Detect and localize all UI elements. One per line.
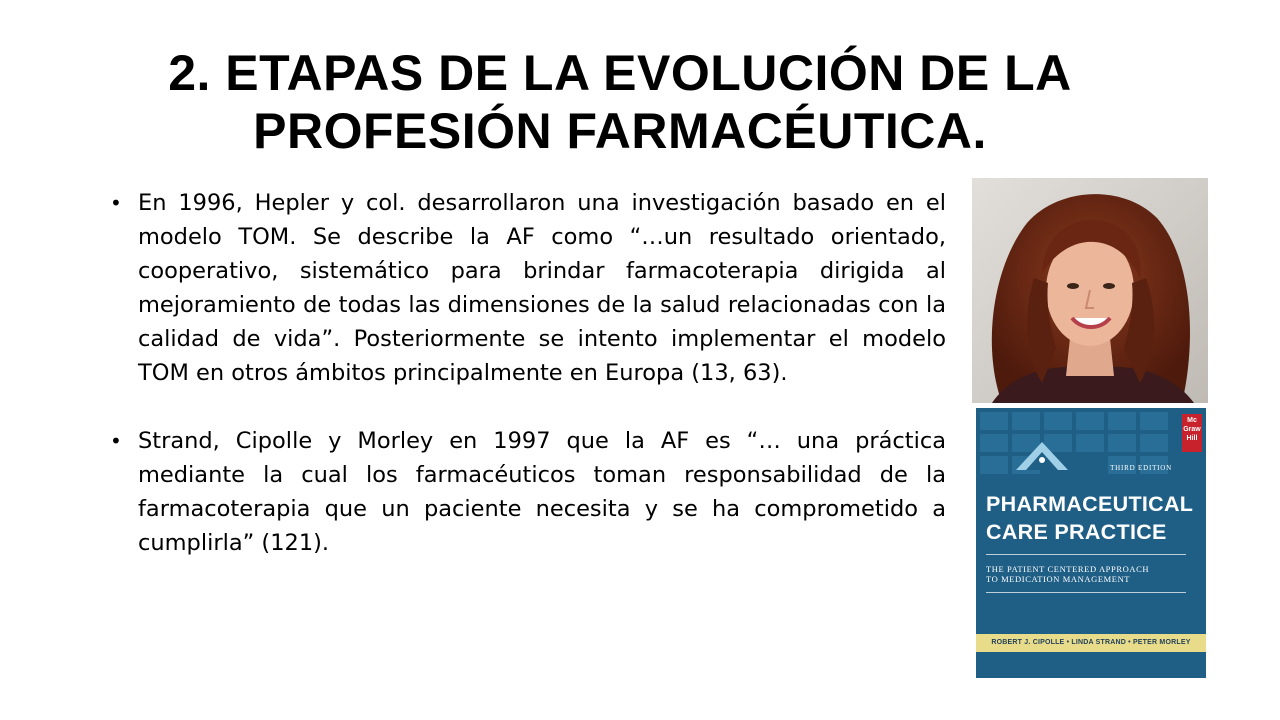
book-title-line-1: PHARMACEUTICAL bbox=[986, 492, 1194, 516]
book-subtitle bbox=[986, 564, 1196, 584]
bullet-dot-icon: • bbox=[110, 429, 122, 453]
publisher-logo bbox=[1182, 414, 1202, 452]
portrait-illustration bbox=[972, 178, 1208, 403]
cover-divider-bottom bbox=[986, 592, 1186, 593]
book-title-line-2: CARE PRACTICE bbox=[986, 520, 1167, 544]
bullet-dot-icon: • bbox=[110, 191, 122, 215]
bullet-item-2 bbox=[110, 424, 946, 560]
book-subtitle-line-2: TO MEDICATION MANAGEMENT bbox=[986, 574, 1131, 584]
book-edition: THIRD EDITION bbox=[1110, 464, 1172, 472]
book-cover bbox=[976, 408, 1206, 678]
bullet-text-2: Strand, Cipolle y Morley en 1997 que la AF es “… una práctica mediante la cual los farmacéuticos toman responsabilidad de la farmacoterapia que un paciente necesita y se ha comprometido a cumplirla” (121). bbox=[138, 428, 946, 556]
book-title bbox=[986, 490, 1201, 546]
title-line-1: 2. ETAPAS DE LA EVOLUCIÓN DE LA bbox=[168, 45, 1072, 101]
book-authors: ROBERT J. CIPOLLE • LINDA STRAND • PETER MORLEY bbox=[976, 634, 1206, 652]
bullet-item-1 bbox=[110, 186, 946, 390]
slide-title bbox=[0, 44, 1240, 160]
cover-divider-top bbox=[986, 554, 1186, 555]
title-line-2: PROFESIÓN FARMACÉUTICA. bbox=[253, 103, 987, 159]
publisher-logo-line-1: Mc bbox=[1187, 417, 1197, 424]
publisher-logo-line-2: Graw bbox=[1183, 426, 1201, 433]
book-subtitle-line-1: THE PATIENT CENTERED APPROACH bbox=[986, 564, 1150, 574]
publisher-logo-line-3: Hill bbox=[1186, 435, 1198, 442]
portrait-photo bbox=[972, 178, 1208, 403]
bullet-text-1: En 1996, Hepler y col. desarrollaron una investigación basado en el modelo TOM. Se describe la AF como “…un resultado orientado, cooperativo, sistemático para brindar farmacoterapia dirigida al mejoramiento de todas las dimensiones de la salud relacionadas con la calidad de vida”. Posteriormente se intento implementar el modelo TOM en otros ámbitos principalmente en Europa (13, 63). bbox=[138, 190, 946, 386]
bullet-list bbox=[110, 186, 946, 560]
